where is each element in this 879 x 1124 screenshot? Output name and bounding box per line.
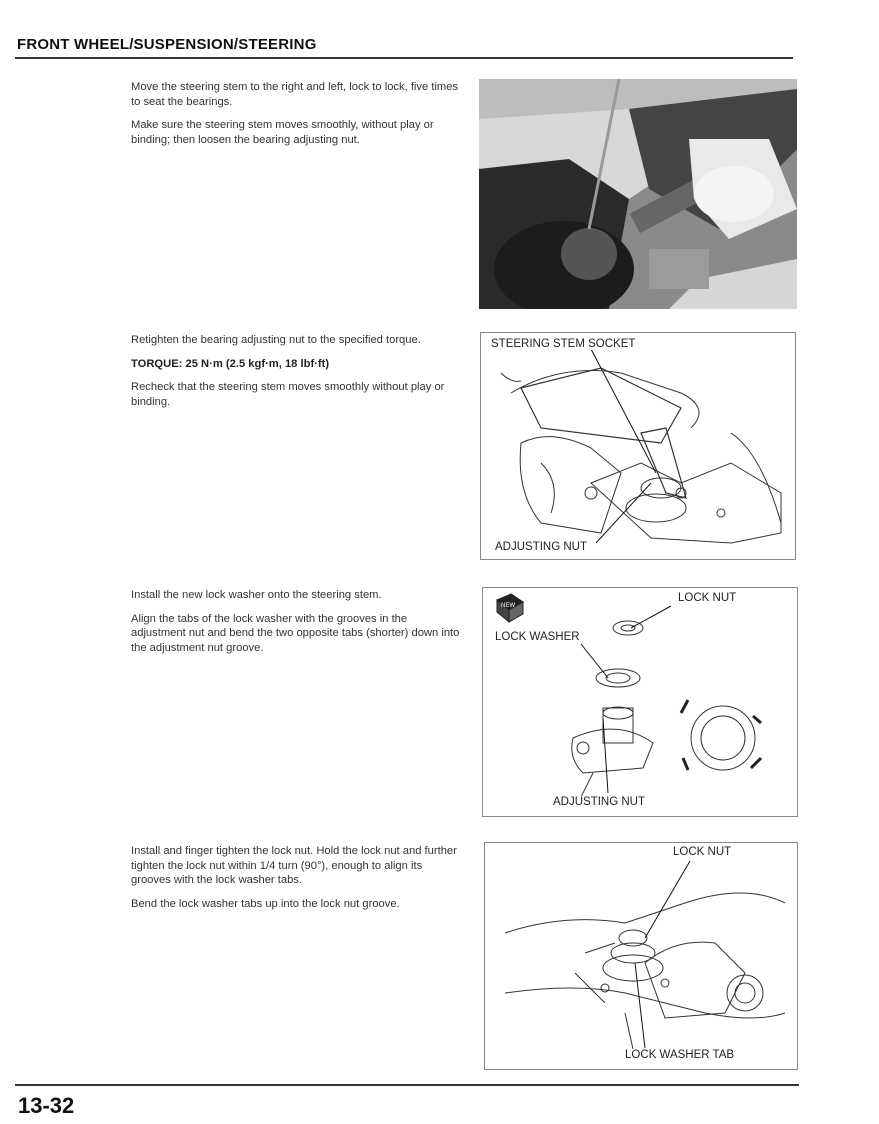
new-badge: NEW <box>501 603 515 609</box>
lock-nut-label: LOCK NUT <box>678 592 737 604</box>
steering-stem-photo <box>479 79 797 309</box>
steering-stem-socket-figure <box>480 332 796 560</box>
header-rule <box>15 57 793 59</box>
instruction-text: Move the steering stem to the right and left, lock to lock, five times to seat the bearings. <box>131 81 459 108</box>
lock-washer-figure <box>482 587 798 817</box>
lock-washer-tab-label: LOCK WASHER TAB <box>625 1049 735 1061</box>
lock-washer-label: LOCK WASHER <box>495 631 580 643</box>
section-title: FRONT WHEEL/SUSPENSION/STEERING <box>17 36 317 53</box>
instruction-text: Bend the lock washer tabs up into the lock nut groove. <box>131 897 400 910</box>
steering-stem-socket-label: STEERING STEM SOCKET <box>491 338 636 350</box>
instruction-block-4 <box>131 844 464 920</box>
instruction-block-1 <box>131 80 464 156</box>
lock-nut-figure <box>484 842 798 1070</box>
instruction-block-3 <box>131 588 464 664</box>
new-part-icon <box>497 594 523 622</box>
torque-spec: TORQUE: 25 N·m (2.5 kgf·m, 18 lbf·ft) <box>131 357 330 370</box>
instruction-text: Make sure the steering stem moves smoothly, without play or binding; then loosen the bearing adjusting nut. <box>131 119 434 146</box>
adjusting-nut-label: ADJUSTING NUT <box>553 796 645 808</box>
lock-nut-label: LOCK NUT <box>673 846 732 858</box>
instruction-text: Recheck that the steering stem moves smoothly without play or binding. <box>131 381 445 408</box>
instruction-text: Align the tabs of the lock washer with the grooves in the adjustment nut and bend the two opposite tabs (shorter) down into the adjustment nut groove. <box>131 612 460 654</box>
page-number: 13-32 <box>18 1093 75 1118</box>
footer-rule <box>15 1084 799 1086</box>
adjusting-nut-label: ADJUSTING NUT <box>495 541 587 553</box>
instruction-text: Retighten the bearing adjusting nut to the specified torque. <box>131 334 421 346</box>
instruction-text: Install the new lock washer onto the steering stem. <box>131 589 382 601</box>
instruction-block-2 <box>131 333 464 418</box>
instruction-text: Install and finger tighten the lock nut. Hold the lock nut and further tighten the lock nut within 1/4 turn (90°), enough to align its grooves with the lock washer tabs. <box>131 845 457 887</box>
